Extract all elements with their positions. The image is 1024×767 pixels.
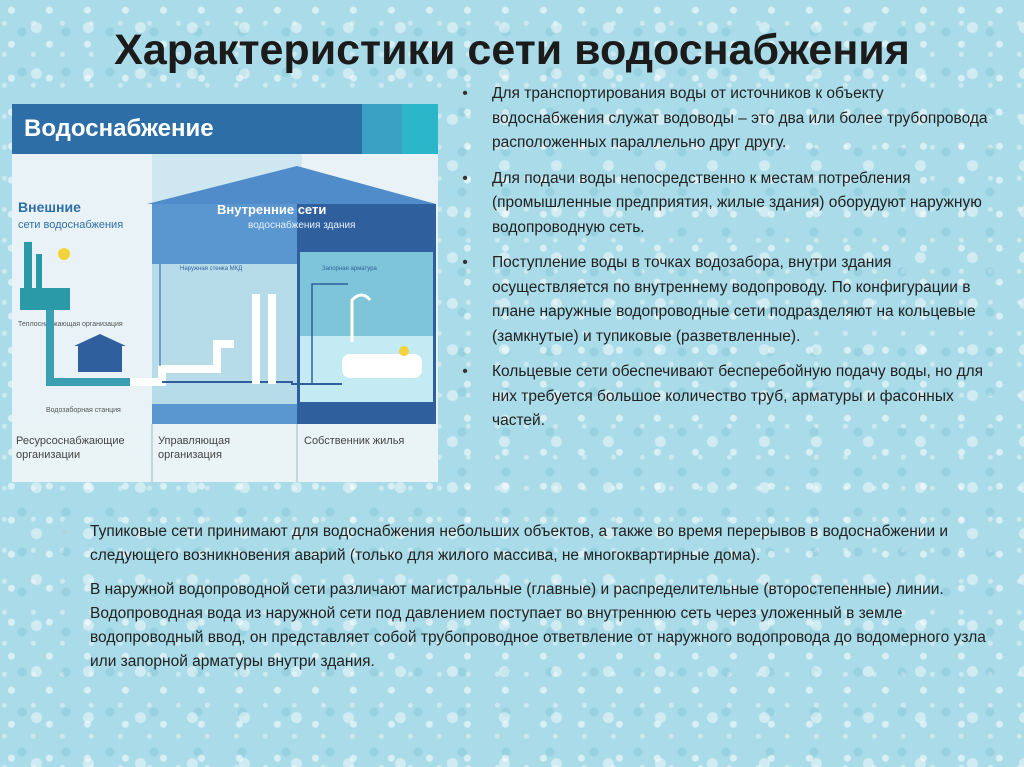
label-heat: Теплоснабжающая организация [18,321,123,328]
bullet-icon: • [462,254,468,271]
duck-icon [399,346,409,356]
list-item: • Кольцевые сети обеспечивают бесперебойную подачу воды, но для них требуется большое количество труб, арматуры и фасонных частей. [460,360,1000,434]
pump-station [78,346,122,372]
water-supply-diagram [12,104,438,482]
sun-icon [58,248,70,260]
page-title: Характеристики сети водоснабжения [114,26,910,74]
riser-pipe-2 [268,294,276,384]
internal-title: Внутренние сети [217,202,327,217]
label-valve: Запорная арматура [322,266,377,272]
external-subtitle: сети водоснабжения [18,219,124,231]
list-item: • Для подачи воды непосредственно к местам потребления (промышленные предприятия, жилые здания) оборудуют наружную водопроводную сеть. [460,167,1000,241]
bullet-icon: ◦ [62,582,68,597]
label-wall: Наружная стенка МКД [180,266,243,272]
footer-management-org: Управляющая организация [158,435,231,461]
footer-owner: Собственник жилья [304,435,405,447]
factory-chimney [24,242,32,292]
right-bullet-list [460,82,1000,445]
bathtub [342,354,422,378]
external-title: Внешние [18,199,81,215]
footer-resource-org: Ресурсоснабжающие организации [16,435,125,461]
list-item: ◦ В наружной водопроводной сети различают магистральные (главные) и распределительные (второстепенные) линии. Водопроводная вода из наружной сети под давлением поступает во внутреннюю сеть через уложенный в земле водопроводный ввод, он представляет собой трубопроводное ответвление от наружного водопровода до водомерного узла или запорной арматуры внутри здания. [60,578,1000,674]
riser-pipe-1 [252,294,260,384]
list-item: • Для транспортирования воды от источников к объекту водоснабжения служат водоводы – это два или более трубопровода расположенных параллельно друг другу. [460,82,1000,156]
bottom-bullet-list [60,520,1000,684]
label-station: Водозаборная станция [46,407,121,414]
list-item: ◦ Тупиковые сети принимают для водоснабжения небольших объектов, а также во время перерывов в водоснабжении и следующего возникновения аварий (только для жилого массива, не многоквартирные дома). [60,520,1000,568]
bullet-icon: ◦ [62,524,68,539]
list-item: • Поступление воды в точках водозабора, внутри здания осуществляется по внутреннему водопроводу. По конфигурации в плане наружные водопроводные сети подразделяют на кольцевые (замкнутые) и тупиковые (разветвленные). [460,251,1000,349]
factory [20,288,70,310]
bullet-icon: • [462,363,468,380]
bullet-icon: • [462,169,468,187]
internal-subtitle: водоснабжения здания [248,220,356,231]
bullet-icon: • [462,85,468,102]
diagram-header: Водоснабжение [24,115,214,142]
